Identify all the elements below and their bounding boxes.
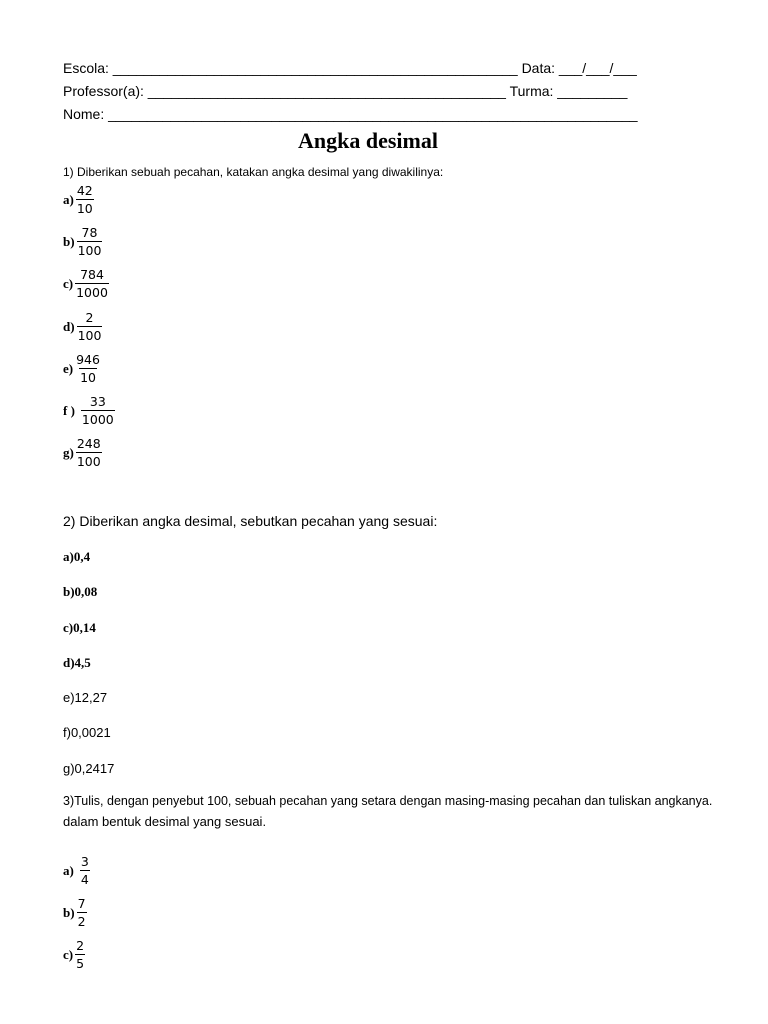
- q1-item-e: [63, 352, 101, 385]
- fraction-numerator: 7: [77, 896, 86, 911]
- q1-fraction: [75, 352, 101, 385]
- q1-fraction: [75, 267, 109, 300]
- q3-item-label: a): [63, 862, 74, 878]
- fraction-denominator: 10: [76, 201, 93, 216]
- fraction-denominator: 4: [80, 872, 89, 887]
- q2-item-g: g)0,2417: [63, 761, 115, 776]
- question-1-text: 1) Diberikan sebuah pecahan, katakan angka desimal yang diwakilinya:: [63, 165, 444, 179]
- q3-fraction: [80, 854, 90, 887]
- fraction-numerator: 946: [76, 352, 100, 367]
- fraction-denominator: 5: [76, 956, 85, 971]
- q2-item-c: c)0,14: [63, 620, 96, 635]
- q1-item-label: a): [63, 191, 74, 207]
- fraction-denominator: 100: [77, 243, 102, 258]
- question-3-text-line1: 3)Tulis, dengan penyebut 100, sebuah pecahan yang setara dengan masing-masing pecahan dan tuliskan angkanya.: [63, 794, 713, 808]
- q2-item-f: f)0,0021: [63, 725, 111, 740]
- fraction-numerator: 784: [80, 267, 104, 282]
- header-nome-line: Nome: ____________________________________________________________________: [63, 106, 638, 122]
- q1-item-d: [63, 310, 102, 343]
- q2-item-d: d)4,5: [63, 655, 91, 670]
- q3-item-a: [63, 854, 90, 887]
- q1-item-label: c): [63, 275, 74, 291]
- q3-item-label: b): [63, 904, 75, 920]
- fraction-numerator: 248: [76, 436, 101, 451]
- q1-fraction: [77, 225, 103, 258]
- q2-item-a: a)0,4: [63, 549, 91, 564]
- q1-item-label: b): [63, 233, 75, 249]
- fraction-numerator: 2: [76, 938, 85, 953]
- fraction-denominator: 100: [76, 454, 101, 469]
- fraction-numerator: 78: [81, 225, 98, 240]
- q1-item-label: g): [63, 444, 74, 460]
- q2-item-b: b)0,08: [63, 584, 98, 599]
- q1-fraction: [77, 310, 103, 343]
- header-escola-line: Escola: ____________________________________________________ Data: ___/___/___: [63, 60, 637, 76]
- q1-item-label: f ): [63, 402, 75, 418]
- fraction-denominator: 100: [77, 328, 102, 343]
- fraction-numerator: 2: [85, 310, 94, 325]
- q3-item-c: [63, 938, 85, 971]
- question-2-text: 2) Diberikan angka desimal, sebutkan pecahan yang sesuai:: [63, 513, 438, 529]
- page-title: Angka desimal: [298, 128, 438, 153]
- q3-item-label: c): [63, 946, 74, 962]
- q1-item-c: [63, 267, 109, 300]
- q1-item-g: [63, 436, 102, 469]
- q1-fraction: [76, 183, 94, 216]
- q2-item-e: e)12,27: [63, 690, 108, 705]
- q3-item-b: [63, 896, 87, 929]
- q1-item-b: [63, 225, 102, 258]
- fraction-numerator: 42: [76, 183, 93, 198]
- q1-item-label: e): [63, 360, 74, 376]
- fraction-numerator: 3: [80, 854, 89, 869]
- fraction-numerator: 33: [89, 394, 106, 409]
- fraction-denominator: 2: [77, 914, 86, 929]
- header-professor-line: Professor(a): ______________________________________________ Turma: _________: [63, 83, 628, 99]
- q1-item-f: [63, 394, 115, 427]
- q1-fraction: [76, 436, 102, 469]
- question-3-text-line2: dalam bentuk desimal yang sesuai.: [63, 814, 267, 829]
- q1-fraction: [81, 394, 115, 427]
- q3-fraction: [77, 896, 87, 929]
- fraction-denominator: 10: [80, 370, 96, 385]
- q3-fraction: [75, 938, 85, 971]
- fraction-denominator: 1000: [76, 285, 108, 300]
- q1-item-label: d): [63, 318, 75, 334]
- fraction-denominator: 1000: [81, 412, 114, 427]
- q1-item-a: [63, 183, 94, 216]
